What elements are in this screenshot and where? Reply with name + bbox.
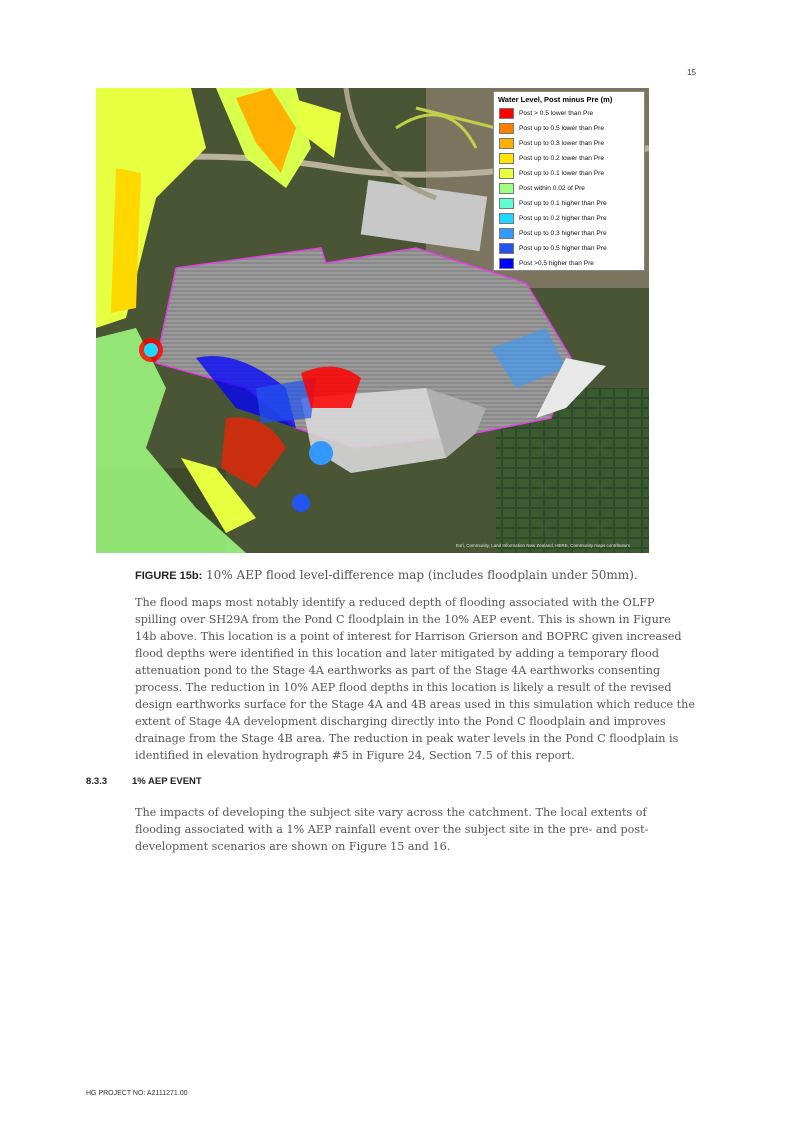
- legend-item: [494, 151, 644, 166]
- legend-item: [494, 136, 644, 151]
- legend-label: Post up to 0.2 higher than Pre: [519, 215, 607, 222]
- legend-swatch: [499, 108, 514, 119]
- section-number: 8.3.3: [86, 776, 108, 787]
- footer-project-number: HG PROJECT NO: A2111271.00: [86, 1090, 188, 1097]
- legend-title: Water Level, Post minus Pre (m): [498, 95, 613, 104]
- map-attribution: Esri, Community, Land Information New Zealand, HERE, Community maps contributors: [456, 543, 630, 548]
- legend-item: [494, 196, 644, 211]
- legend-swatch: [499, 138, 514, 149]
- legend-item: [494, 106, 644, 121]
- legend-swatch: [499, 183, 514, 194]
- page-number: 15: [687, 68, 696, 77]
- legend-item: [494, 211, 644, 226]
- legend-label: Post up to 0.1 higher than Pre: [519, 200, 607, 207]
- legend-swatch: [499, 213, 514, 224]
- figure-caption: [135, 568, 695, 582]
- legend-item: [494, 181, 644, 196]
- map-legend: [493, 91, 645, 271]
- legend-swatch: [499, 153, 514, 164]
- section-heading: [86, 776, 202, 787]
- legend-item: [494, 121, 644, 136]
- legend-swatch: [499, 198, 514, 209]
- legend-swatch: [499, 123, 514, 134]
- legend-label: Post up to 0.2 lower than Pre: [519, 155, 605, 162]
- legend-swatch: [499, 228, 514, 239]
- legend-item: [494, 226, 644, 241]
- legend-item: [494, 256, 644, 271]
- legend-label: Post up to 0.5 higher than Pre: [519, 245, 607, 252]
- flood-difference-map: [96, 88, 649, 553]
- legend-item: [494, 241, 644, 256]
- legend-swatch: [499, 168, 514, 179]
- body-paragraph-1: The flood maps most notably identify a reduced depth of flooding associated with the OLFP spilling over SH29A from the Pond C floodplain in the 10% AEP event. This is shown in Figure 14b above. This location is a point of interest for Harrison Grierson and BOPRC given increased flood depths were identified in this location and later mitigated by adding a temporary flood attenuation pond to the Stage 4A earthworks as part of the Stage 4A earthworks consenting process. The reduction in 10% AEP flood depths in this location is likely a result of the revised design earthworks surface for the Stage 4A and 4B areas used in this simulation which reduce the extent of Stage 4A development discharging directly into the Pond C floodplain and improves drainage from the Stage 4B area. The reduction in peak water levels in the Pond C floodplain is identified in elevation hydrograph #5 in Figure 24, Section 7.5 of this report.: [135, 596, 695, 762]
- body-paragraph-2: The impacts of developing the subject site vary across the catchment. The local extents of flooding associated with a 1% AEP rainfall event over the subject site in the pre- and post-development scenarios are shown on Figure 15 and 16.: [135, 806, 649, 853]
- legend-label: Post up to 0.3 higher than Pre: [519, 230, 607, 237]
- legend-label: Post up to 0.5 lower than Pre: [519, 125, 605, 132]
- legend-item: [494, 166, 644, 181]
- legend-label: Post within 0.02 of Pre: [519, 185, 585, 192]
- legend-items: [494, 106, 644, 271]
- legend-label: Post up to 0.3 lower than Pre: [519, 140, 605, 147]
- section-title: 1% AEP EVENT: [132, 776, 202, 787]
- figure-label: FIGURE 15b:: [135, 570, 203, 582]
- figure-caption-text: 10% AEP flood level-difference map (includes floodplain under 50mm).: [202, 568, 638, 582]
- legend-label: Post >0.5 higher than Pre: [519, 260, 594, 267]
- legend-swatch: [499, 243, 514, 254]
- legend-label: Post > 0.5 lower than Pre: [519, 110, 594, 117]
- legend-swatch: [499, 258, 514, 269]
- legend-label: Post up to 0.1 lower than Pre: [519, 170, 605, 177]
